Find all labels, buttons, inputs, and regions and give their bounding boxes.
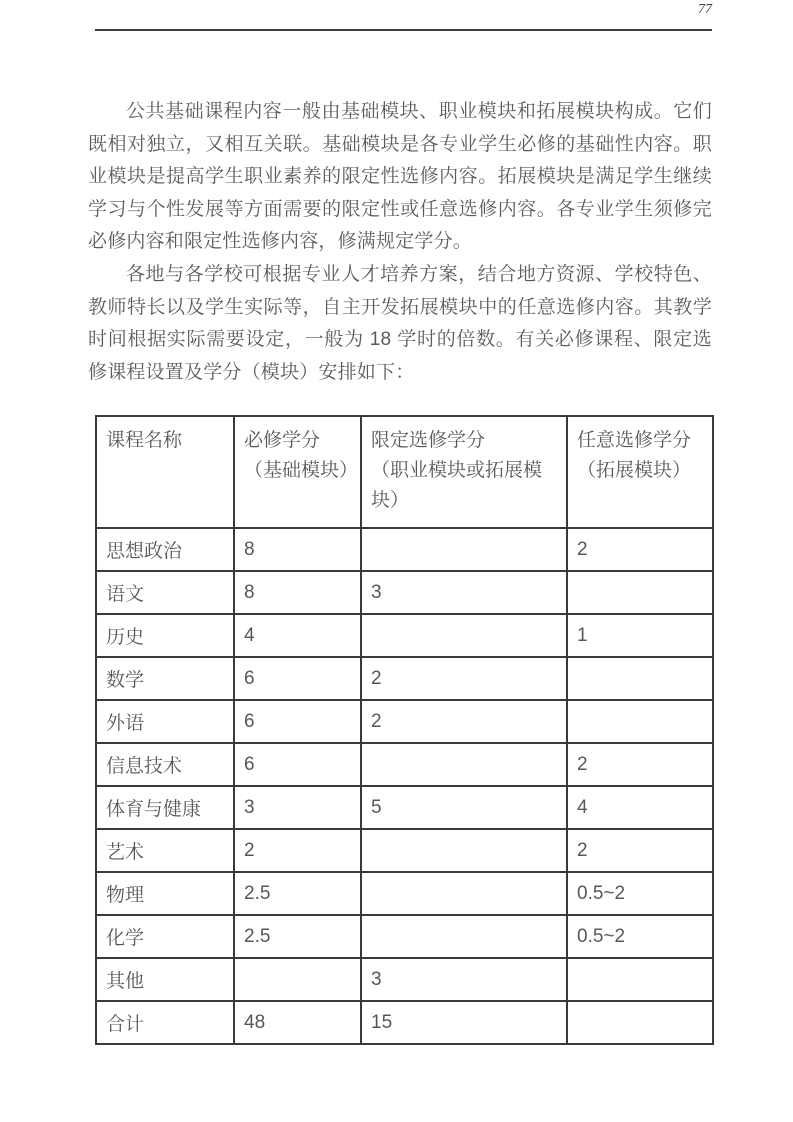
credit-cell: 2: [234, 829, 361, 872]
credit-cell: [567, 657, 713, 700]
credit-cell: 8: [234, 528, 361, 571]
credit-cell: 2: [567, 528, 713, 571]
credit-cell: 6: [234, 700, 361, 743]
table-row: [96, 571, 713, 614]
column-header: [96, 416, 234, 528]
page-number: 77: [698, 2, 712, 17]
credit-cell: [361, 872, 567, 915]
course-name-cell: 其他: [96, 958, 234, 1001]
credit-cell: [234, 958, 361, 1001]
table-header-row: [96, 416, 713, 528]
course-name-cell: 思想政治: [96, 528, 234, 571]
credit-cell: [567, 571, 713, 614]
table-row: [96, 528, 713, 571]
paragraph-modules-intro: 公共基础课程内容一般由基础模块、职业模块和拓展模块构成。它们既相对独立，又相互关联。基础模块是各专业学生必修的基础性内容。职业模块是提高学生职业素养的限定性选修内容。拓展模块是满足学生继续学习与个性发展等方面需要的限定性或任意选修内容。各专业学生须修完必修内容和限定性选修内容，修满规定学分。: [88, 101, 712, 253]
credit-cell: 8: [234, 571, 361, 614]
credit-cell: 0.5~2: [567, 872, 713, 915]
credit-cell: 2: [361, 657, 567, 700]
credit-cell: 4: [234, 614, 361, 657]
credit-cell: 2: [567, 829, 713, 872]
credit-cell: [361, 829, 567, 872]
table-row: [96, 915, 713, 958]
course-credit-table: [95, 415, 714, 1045]
credit-cell: 2.5: [234, 872, 361, 915]
credit-cell: [567, 700, 713, 743]
column-header: [361, 416, 567, 528]
credit-cell: 48: [234, 1001, 361, 1044]
column-header-line: 块）: [371, 490, 410, 512]
table-row: [96, 958, 713, 1001]
credit-cell: 6: [234, 743, 361, 786]
column-header-line: 限定选修学分: [371, 430, 486, 452]
credit-cell: [361, 915, 567, 958]
credit-cell: [361, 743, 567, 786]
credit-cell: 1: [567, 614, 713, 657]
course-name-cell: 语文: [96, 571, 234, 614]
credit-cell: 2: [567, 743, 713, 786]
course-name-cell: 体育与健康: [96, 786, 234, 829]
credit-cell: 6: [234, 657, 361, 700]
table-row: [96, 614, 713, 657]
page-content: [88, 0, 712, 1045]
table-row: [96, 829, 713, 872]
column-header-line: 必修学分: [244, 430, 321, 452]
credit-cell: 2: [361, 700, 567, 743]
course-name-cell: 外语: [96, 700, 234, 743]
course-name-cell: 艺术: [96, 829, 234, 872]
credit-cell: [361, 614, 567, 657]
column-header-line: （拓展模块）: [577, 460, 692, 482]
credit-cell: 4: [567, 786, 713, 829]
course-name-cell: 合计: [96, 1001, 234, 1044]
column-header-line: （基础模块）: [244, 460, 359, 482]
credit-cell: [361, 528, 567, 571]
course-name-cell: 数学: [96, 657, 234, 700]
column-header: [567, 416, 713, 528]
credit-cell: [567, 1001, 713, 1044]
credit-cell: 3: [361, 571, 567, 614]
table-row: [96, 700, 713, 743]
credit-cell: [567, 958, 713, 1001]
table-row: [96, 786, 713, 829]
column-header-line: 课程名称: [106, 430, 183, 452]
column-header-line: （职业模块或拓展模: [371, 460, 543, 482]
credit-cell: 5: [361, 786, 567, 829]
table-row: [96, 657, 713, 700]
course-name-cell: 历史: [96, 614, 234, 657]
column-header: [234, 416, 361, 528]
credit-cell: 15: [361, 1001, 567, 1044]
table-row: [96, 743, 713, 786]
body-text: [88, 0, 712, 389]
course-name-cell: 信息技术: [96, 743, 234, 786]
credit-cell: 3: [361, 958, 567, 1001]
column-header-line: 任意选修学分: [577, 430, 692, 452]
table-row: [96, 1001, 713, 1044]
credit-cell: 2.5: [234, 915, 361, 958]
header-rule: [95, 29, 712, 31]
table-row: [96, 872, 713, 915]
course-name-cell: 物理: [96, 872, 234, 915]
paragraph-local-development: 各地与各学校可根据专业人才培养方案，结合地方资源、学校特色、教师特长以及学生实际等，自主开发拓展模块中的任意选修内容。其教学时间根据实际需要设定，一般为 18 学时的倍数。有关必修课程、限定选修课程设置及学分（模块）安排如下：: [88, 263, 712, 383]
credit-cell: 3: [234, 786, 361, 829]
course-name-cell: 化学: [96, 915, 234, 958]
table-body: [96, 528, 713, 1044]
credit-cell: 0.5~2: [567, 915, 713, 958]
